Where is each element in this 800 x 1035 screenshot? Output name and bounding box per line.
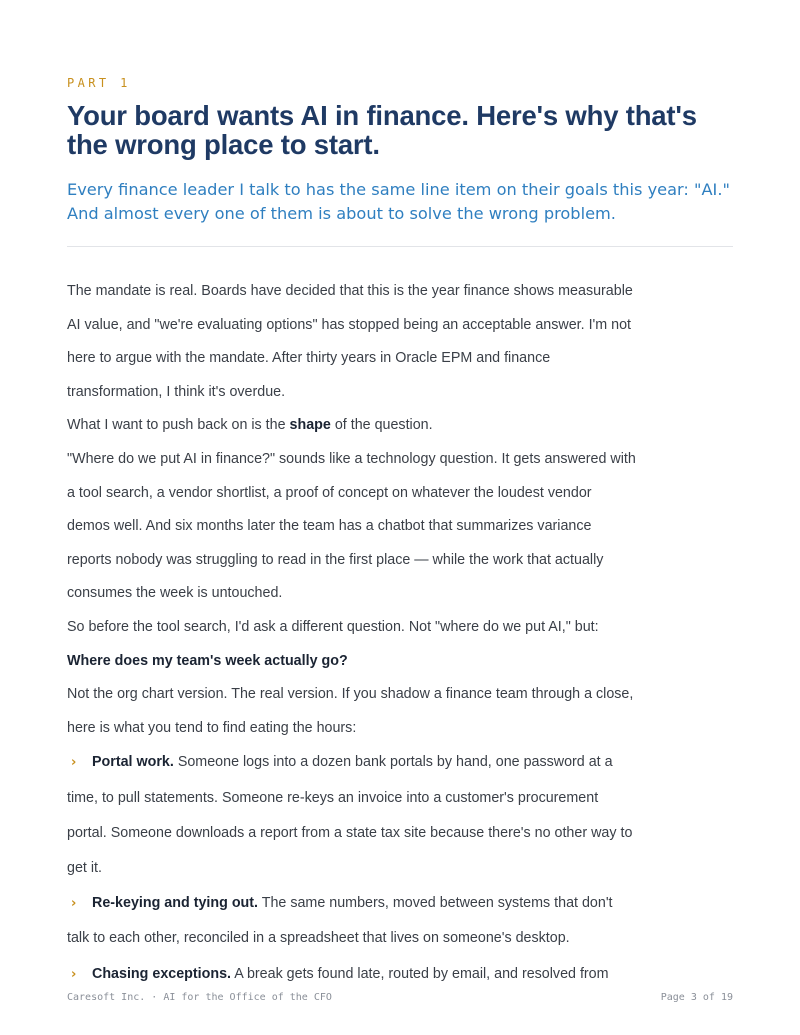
paragraph-real-version: Not the org chart version. The real version. If you shadow a finance team through a close, here is what you tend to find eating the hours: (67, 686, 634, 736)
divider (67, 246, 733, 247)
chevron-right-icon: › (71, 755, 77, 771)
paragraph-pushback-tail: of the question. (330, 417, 433, 434)
list-item-text: The same numbers, moved between systems that don't talk to each other, reconciled in a spreadsheet that lives on someone's desktop. (67, 895, 613, 947)
list-item-text: A break gets found late, routed by email, and resolved from (231, 965, 609, 982)
list-item-title: Re-keying and tying out. (92, 895, 259, 912)
list-item-title: Chasing exceptions. (92, 965, 232, 982)
paragraph-pushback (67, 409, 637, 443)
footer-company: Caresoft Inc. · AI for the Office of the CFO (67, 992, 332, 1003)
chevron-right-icon: › (71, 896, 77, 912)
paragraph-pushback-lead: What I want to push back on is the (67, 417, 290, 434)
list-item-title: Portal work. (92, 754, 174, 771)
list-item (67, 886, 637, 956)
paragraph-technology-question: "Where do we put AI in finance?" sounds like a technology question. It gets answered with a tool search, a vendor shortlist, a proof of concept on whatever the loudest vendor demos well. And six months later the team has a chatbot that summarizes variance reports nobody was struggling to read in the first place — while the work that actually consumes the week is untouched. (67, 450, 636, 602)
list-item (67, 957, 637, 992)
article-body (67, 275, 637, 992)
list-item-text: Someone logs into a dozen bank portals by hand, one password at a time, to pull statements. Someone re-keys an invoice into a customer's procurement portal. Someone downloads a report from a state tax site because there's no other way to get it. (67, 754, 633, 876)
paragraph-mandate: The mandate is real. Boards have decided that this is the year finance shows measurable AI value, and "we're evaluating options" has stopped being an acceptable answer. I'm not here to argue with the mandate. After thirty years in Oracle EPM and finance transformation, I think it's overdue. (67, 283, 633, 400)
page-number: Page 3 of 19 (660, 992, 733, 1003)
chevron-right-icon: › (71, 966, 77, 982)
page-subtitle: Every finance leader I talk to has the same line item on their goals this year: "AI." And almost every one of them is about to solve the wrong problem. (67, 180, 730, 223)
key-question: Where does my team's week actually go? (67, 652, 348, 669)
section-eyebrow: PART 1 (67, 76, 131, 90)
page-title: Your board wants AI in finance. Here's why that's the wrong place to start. (67, 100, 697, 160)
paragraph-different-question: So before the tool search, I'd ask a different question. Not "where do we put AI," but: (67, 618, 599, 635)
list-item (67, 745, 637, 886)
emphasis-shape: shape (289, 417, 331, 434)
